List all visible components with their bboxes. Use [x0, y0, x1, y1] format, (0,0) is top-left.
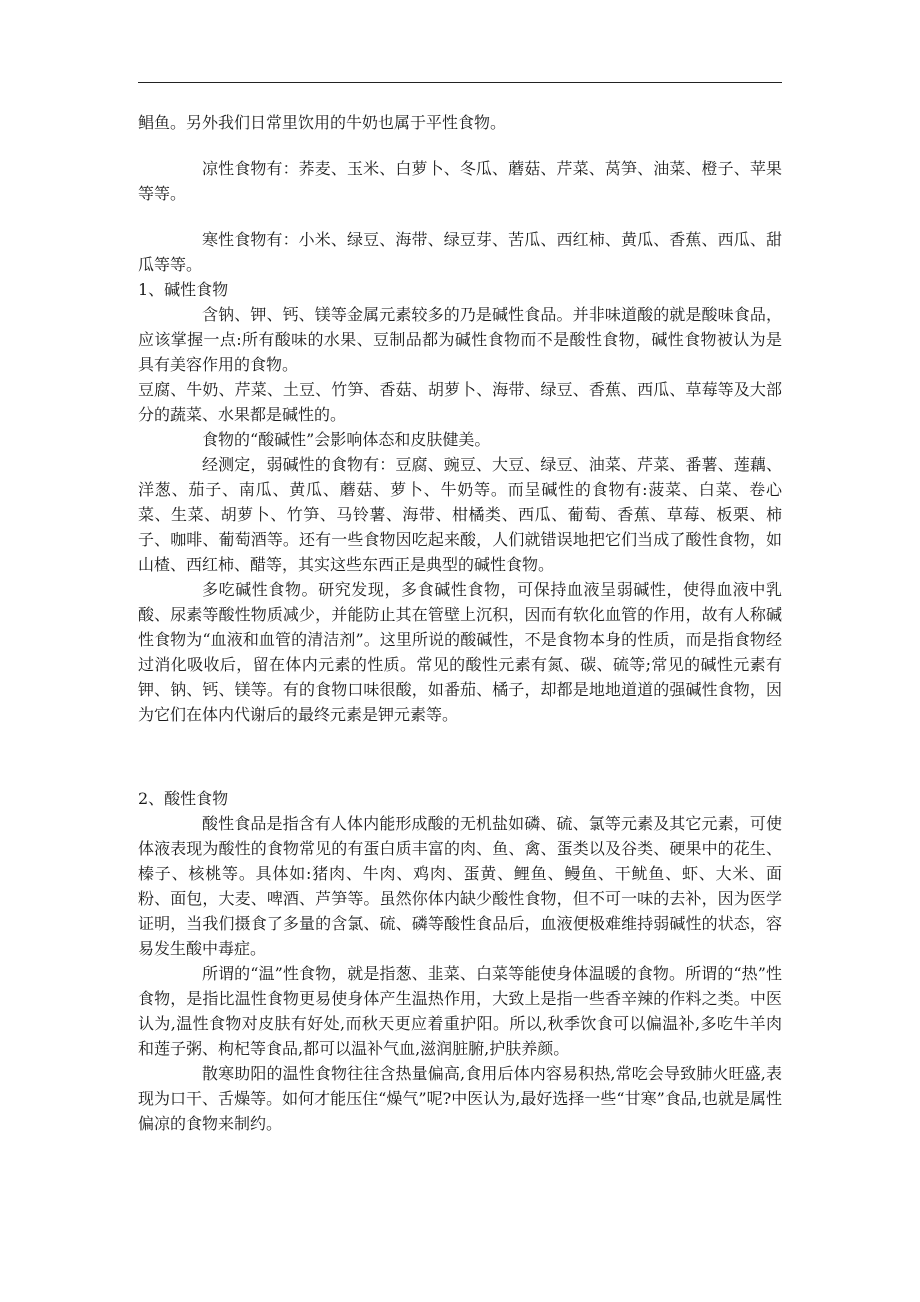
- spacer: [138, 727, 782, 786]
- paragraph-alkaline-list: 豆腐、牛奶、芹菜、土豆、竹笋、香菇、胡萝卜、海带、绿豆、香蕉、西瓜、草莓等及大部分的蔬菜、水果都是碱性的。: [138, 380, 782, 424]
- header-rule: [138, 82, 782, 83]
- paragraph-alkaline-definition: 含钠、钾、钙、镁等金属元素较多的乃是碱性食品。并非味道酸的就是酸味食品，应该掌握一点:所有酸味的水果、豆制品都为碱性食物而不是酸性食物，碱性食物被认为是具有美容作用的食物。: [138, 305, 782, 374]
- paragraph-warm-food-caution: 散寒助阳的温性食物往往含热量偏高,食用后体内容易积热,常吃会导致肺火旺盛,表现为口干、舌燥等。如何才能压住“燥气”呢?中医认为,最好选择一些“甘寒”食品,也就是属性偏凉的食物来制约。: [138, 1064, 782, 1133]
- paragraph-acidic-definition: 酸性食品是指含有人体内能形成酸的无机盐如磷、硫、氯等元素及其它元素，可使体液表现为酸性的食物常见的有蛋白质丰富的肉、鱼、禽、蛋类以及谷类、硬果中的花生、榛子、核桃等。具体如:猪肉、牛肉、鸡肉、蛋黄、鲤鱼、鳗鱼、干鱿鱼、虾、大米、面粉、面包，大麦、啤酒、芦笋等。虽然你体内缺少酸性食物，但不可一味的去补，因为医学证明，当我们摄食了多量的含氯、硫、磷等酸性食品后，血液便极难维持弱碱性的状态，容易发生酸中毒症。: [138, 814, 782, 958]
- paragraph-warm-hot-foods: 所谓的“温”性食物，就是指葱、韭菜、白菜等能使身体温暖的食物。所谓的“热”性食物，是指比温性食物更易使身体产生温热作用，大致上是指一些香辛辣的作料之类。中医认为,温性食物对皮肤有好处,而秋天更应着重护阳。所以,秋季饮食可以偏温补,多吃牛羊肉和莲子粥、枸杞等食品,都可以温补气血,滋润脏腑,护肤养颜。: [138, 964, 782, 1058]
- paragraph-cold-foods: 寒性食物有：小米、绿豆、海带、绿豆芽、苦瓜、西红柿、黄瓜、香蕉、西瓜、甜瓜等等。: [138, 230, 782, 274]
- document-body: [138, 110, 782, 1136]
- spacer: [138, 135, 782, 156]
- section-heading-alkaline: 1、碱性食物: [138, 280, 229, 299]
- paragraph-cool-foods: 凉性食物有：荞麦、玉米、白萝卜、冬瓜、蘑菇、芹菜、莴笋、油菜、橙子、苹果等等。: [138, 159, 782, 203]
- section-heading-acidic: 2、酸性食物: [138, 789, 229, 808]
- spacer: [138, 206, 782, 227]
- paragraph-acid-base-effect: 食物的“酸碱性”会影响体态和皮肤健美。: [202, 430, 491, 449]
- paragraph-eat-alkaline: 多吃碱性食物。研究发现，多食碱性食物，可保持血液呈弱碱性，使得血液中乳酸、尿素等酸性物质减少，并能防止其在管壁上沉积，因而有软化血管的作用，故有人称碱性食物为“血液和血管的清洁剂”。这里所说的酸碱性，不是食物本身的性质，而是指食物经过消化吸收后，留在体内元素的性质。常见的酸性元素有氮、碳、硫等;常见的碱性元素有钾、钠、钙、镁等。有的食物口味很酸，如番茄、橘子，却都是地地道道的强碱性食物，因为它们在体内代谢后的最终元素是钾元素等。: [138, 580, 782, 724]
- paragraph-neutral-food-end: 鲳鱼。另外我们日常里饮用的牛奶也属于平性食物。: [138, 113, 507, 132]
- paragraph-weak-alkaline-foods: 经测定，弱碱性的食物有：豆腐、豌豆、大豆、绿豆、油菜、芹菜、番薯、莲藕、洋葱、茄子、南瓜、黄瓜、蘑菇、萝卜、牛奶等。而呈碱性的食物有:菠菜、白菜、卷心菜、生菜、胡萝卜、竹笋、马铃薯、海带、柑橘类、西瓜、葡萄、香蕉、草莓、板栗、柿子、咖啡、葡萄酒等。还有一些食物因吃起来酸，人们就错误地把它们当成了酸性食物，如山楂、西红柿、醋等，其实这些东西正是典型的碱性食物。: [138, 455, 782, 574]
